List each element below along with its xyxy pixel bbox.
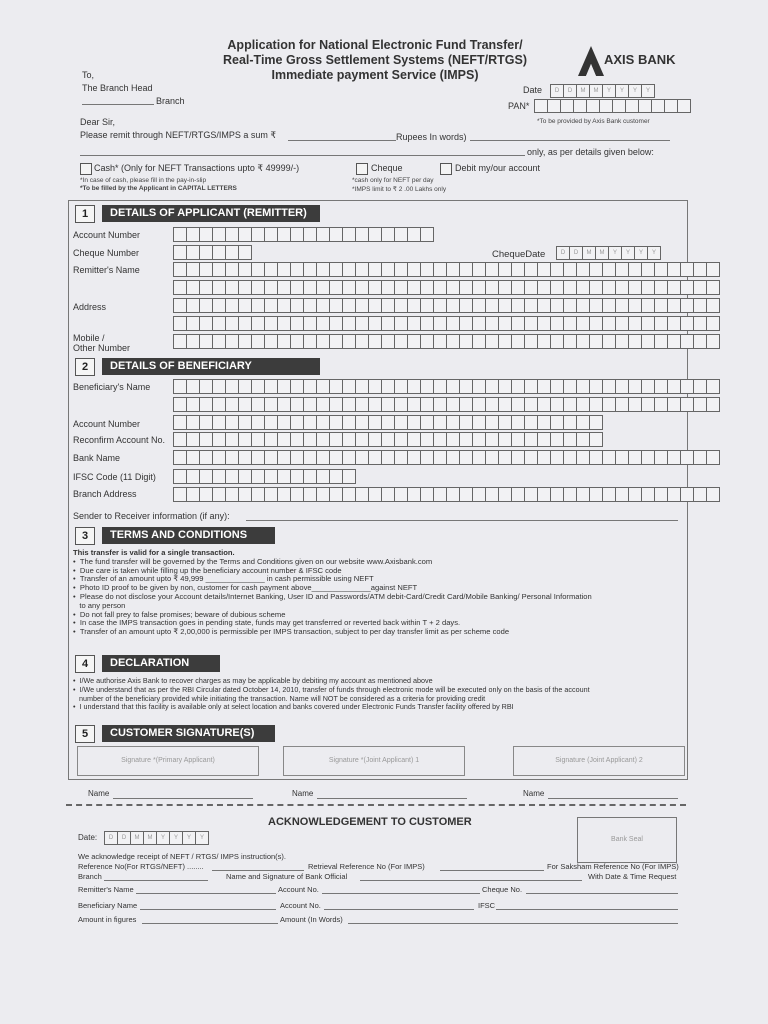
section1-header: DETAILS OF APPLICANT (REMITTER) [102,205,320,222]
ack-account-no2: Account No. [280,901,321,910]
terms-item: • In case the IMPS transaction goes in pending state, funds may get transferred or reverted back within T + 2 days. [73,618,461,628]
axis-bank-logo-icon [578,46,604,76]
terms-list [73,549,592,637]
cheque-date-boxes[interactable] [556,246,660,260]
ack-datetime: With Date & Time Request [588,872,677,881]
ack-branch-line[interactable] [104,880,208,881]
cheque-date-label: ChequeDate [492,249,546,260]
tear-line [66,804,686,806]
ack-amount-figures: Amount in figures [78,915,137,924]
section1-number: 1 [75,205,95,223]
date-box[interactable]: Y [608,246,622,260]
terms-item: • Due care is taken while filling up the beneficiary account number & IFSC code [73,565,342,575]
date-box[interactable]: Y [641,84,655,98]
date-box[interactable]: Y [647,246,661,260]
reconfirm-account-label: Reconfirm Account No. [73,435,166,445]
ack-saksham: For Saksham Reference No (For IMPS) [547,862,679,871]
ack-ref-no: Reference No(For RTGS/NEFT) ........ [78,862,204,871]
terms-item: to any person [79,600,126,610]
rupees-words-label: Rupees In words) [396,132,467,142]
name3-label: Name [523,789,545,798]
form-title-line2: Real-Time Gross Settlement Systems (NEFT/RTGS) [222,53,528,67]
reconfirm-account-boxes[interactable] [173,432,602,447]
address-boxes-2[interactable] [173,316,719,331]
address-label: Address [73,302,107,312]
ref-no-line[interactable] [212,870,304,871]
date-box[interactable]: D [569,246,583,260]
date-box[interactable]: Y [628,84,642,98]
ifsc-boxes[interactable] [173,469,355,484]
date-box[interactable]: Y [615,84,629,98]
ack-branch: Branch [78,872,102,881]
date-box[interactable]: M [143,831,157,845]
branch-name-line[interactable] [82,104,154,105]
ack-date-boxes[interactable] [104,831,208,845]
beneficiary-account-label: Account Number [73,419,141,429]
date-box[interactable]: M [589,84,603,98]
name2-label: Name [292,789,314,798]
remitter-account-boxes[interactable] [173,227,433,242]
section5-header: CUSTOMER SIGNATURE(S) [102,725,275,742]
cheque-checkbox[interactable] [356,163,368,175]
ifsc-line[interactable] [496,909,678,910]
ack-beneficiary-name: Beneficiary Name [78,901,138,910]
address-boxes-1[interactable] [173,298,719,313]
date-box[interactable]: Y [182,831,196,845]
date-box[interactable]: D [550,84,564,98]
remitter-name-label: Remitter's Name [73,265,140,275]
pan-label: PAN* [508,101,530,111]
terms-item: • Photo ID proof to be given by non, customer for cash payment above______________against NEFT [73,583,418,593]
date-box[interactable]: Y [634,246,648,260]
declaration-item: number of the beneficiary provided while initiating the transaction. Name will NOT be considered as a criteria for providing credit [79,693,486,703]
section3-header: TERMS AND CONDITIONS [102,527,275,544]
cheque-number-label: Cheque Number [73,248,140,258]
declaration-list [73,677,590,712]
form-title-line3: Immediate payment Service (IMPS) [271,68,479,82]
bank-name-boxes[interactable] [173,450,719,465]
branch-address-label: Branch Address [73,489,137,499]
amount-words-line[interactable] [470,140,670,141]
declaration-item: • I/We authorise Axis Bank to recover charges as may be applicable by debiting my account as mentioned above [73,676,433,685]
date-box[interactable]: Y [602,84,616,98]
date-box[interactable]: Y [169,831,183,845]
name2-line[interactable] [317,798,467,799]
sender-info-line[interactable] [246,520,678,521]
beneficiary-name-line[interactable] [140,909,276,910]
ack-ifsc: IFSC [478,901,496,910]
pan-boxes[interactable] [534,99,690,113]
account-number-label: Account Number [73,230,141,240]
ack-title: ACKNOWLEDGEMENT TO CUSTOMER [268,816,472,828]
cash-label: Cash* (Only for NEFT Transactions upto ₹ 49999/-) [94,163,300,173]
date-box[interactable]: M [595,246,609,260]
cash-note2: *To be filled by the Applicant in CAPITAL LETTERS [80,185,237,192]
name1-label: Name [88,789,110,798]
declaration-item: • I understand that this facility is available only at select location and banks covered under Electronic Funds Transfer facility offered by RBI [73,702,514,712]
debit-checkbox[interactable] [440,163,452,175]
ifsc-label: IFSC Code (11 Digit) [73,472,156,482]
cheque-note2: *IMPS limit to ₹ 2 .00 Lakhs only [352,186,447,193]
only-text: only, as per details given below: [527,147,654,157]
branch-head-label: The Branch Head [82,83,153,93]
ack-receipt: We acknowledge receipt of NEFT / RTGS/ IMPS instruction(s). [78,852,286,861]
date-box[interactable]: M [130,831,144,845]
section2-number: 2 [75,358,95,376]
ack-official: Name and Signature of Bank Official [226,872,348,881]
amount-figures-line[interactable] [142,923,278,924]
pan-note: *To be provided by Axis Bank customer [537,118,650,125]
signature-joint2-box[interactable]: Signature (Joint Applicant) 2 [513,746,685,776]
date-box[interactable]: D [104,831,118,845]
date-box[interactable]: D [117,831,131,845]
branch-label: Branch [156,96,185,106]
ack-account-no: Account No. [278,885,319,894]
date-box[interactable]: Y [195,831,209,845]
amount-words-line-ack[interactable] [348,923,678,924]
other-number-label: Other Number [73,343,131,353]
ack-date-label: Date: [78,833,98,842]
cheque-number-boxes[interactable] [173,245,251,260]
beneficiary-name-label: Beneficiary's Name [73,382,151,392]
terms-item: • Please do not disclose your Account details/Internet Banking, User ID and Passwords/ATM debit-Card/Credit Card/Mobile Banking/ Personal Information [73,591,592,601]
remitter-name-boxes[interactable] [173,262,719,277]
bank-seal-box: Bank Seal [577,817,677,863]
remitter-name-line[interactable] [136,893,276,894]
terms-item: • Do not fall prey to false promises; beware of dubious scheme [73,609,286,619]
cash-note1: *In case of cash, please fill in the pay-in-slip [80,177,207,184]
date-box[interactable]: D [556,246,570,260]
form-title-line1: Application for National Electronic Fund Transfer/ [227,38,523,52]
branch-address-boxes[interactable] [173,487,719,502]
date-box[interactable]: M [582,246,596,260]
to-label: To, [82,70,95,80]
terms-item: • Transfer of an amount upto ₹ 49,999 ______________ in cash permissible using NEFT [73,574,374,584]
beneficiary-name-boxes[interactable] [173,379,719,394]
section3-number: 3 [75,527,95,545]
date-box[interactable]: Y [621,246,635,260]
terms-item: • Transfer of an amount upto ₹ 2,00,000 is permissible per IMPS transaction, subject to per day transfer limit as per scheme code [73,627,510,637]
remitter-name-boxes-2[interactable] [173,280,719,295]
section4-header: DECLARATION [102,655,220,672]
name3-line[interactable] [548,798,678,799]
date-box[interactable]: M [576,84,590,98]
terms-item: • The fund transfer will be governed by the Terms and Conditions given on our website www.Axisbank.com [73,556,433,566]
sender-info-label: Sender to Receiver information (if any): [73,511,230,521]
ack-remitter-name: Remitter's Name [78,885,134,894]
section5-number: 5 [75,725,95,743]
date-box[interactable]: D [563,84,577,98]
amount-words-line2[interactable] [80,155,525,156]
remit-text: Please remit through NEFT/RTGS/IMPS a sum ₹ [80,130,277,140]
official-line[interactable] [360,880,582,881]
section2-header: DETAILS OF BENEFICIARY [102,358,320,375]
account-no-line[interactable] [322,893,480,894]
amount-line[interactable] [288,140,396,141]
signature-joint1-box[interactable]: Signature *(Joint Applicant) 1 [283,746,465,776]
bank-name-label: Bank Name [73,453,121,463]
beneficiary-account-boxes[interactable] [173,415,602,430]
name1-line[interactable] [113,798,253,799]
retrieval-line[interactable] [440,870,544,871]
cheque-label: Cheque [371,163,403,173]
ack-cheque-no: Cheque No. [482,885,523,894]
mobile-boxes[interactable] [173,334,719,349]
date-box[interactable]: Y [156,831,170,845]
ack-amount-words: Amount (In Words) [280,915,343,924]
mobile-label: Mobile / [73,333,105,343]
section4-number: 4 [75,655,95,673]
date-label: Date [523,85,543,95]
beneficiary-name-boxes-2[interactable] [173,397,719,412]
cash-checkbox[interactable] [80,163,92,175]
account-no2-line[interactable] [324,909,474,910]
debit-label: Debit my/our account [455,163,541,173]
date-boxes[interactable] [550,84,654,98]
cheque-note1: *cash only for NEFT per day [352,177,434,184]
bank-name: AXIS BANK [604,52,676,67]
declaration-item: • I/We understand that as per the RBI Circular dated October 14, 2010, transfer of funds through electronic mode will be executed only on the basis of the account [73,684,590,694]
cheque-no-line[interactable] [526,893,678,894]
ack-retrieval: Retrieval Reference No (For IMPS) [308,862,425,871]
terms-intro: This transfer is valid for a single transaction. [73,548,235,557]
dear-sir: Dear Sir, [80,117,116,127]
signature-primary-box[interactable]: Signature *(Primary Applicant) [77,746,259,776]
